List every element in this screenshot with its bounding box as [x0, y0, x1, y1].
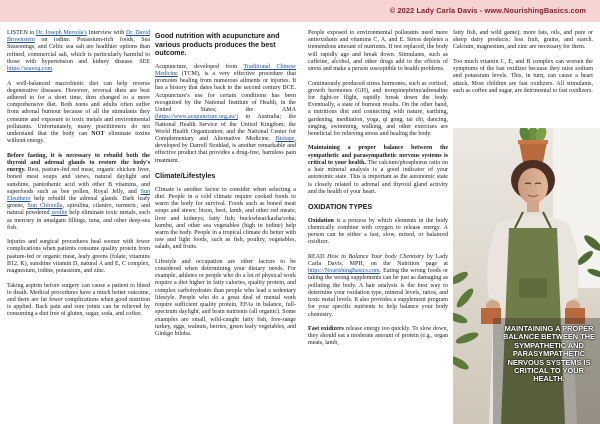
paragraph-acupuncture: Acupuncture, developed from Traditional Chinese Medicine (TCM), is a very effective procedure that promotes healing from numerous ailments or injuries. It has a history that dates back to the second century BCE. Acupuncture's use for certain conditions has been recognized by the National Institute of Health, in the United States; the AMA (https://www.acupuncture.org.au/) in Australia; the National Health Service of the United Kingdom; the World Health Organization; and the National Center for Complementary and Alternative Medicine. Biotape, developed by Darrell Stoddad, is another remarkable and effective product that provides a drug-free, harmless pain treatment. [155, 63, 296, 164]
column-2 [155, 30, 296, 345]
heading-acupuncture: Good nutrition with acupuncture and various products produces the best outcome. [155, 32, 280, 58]
link-sun-chlorella[interactable]: Sun Chlorella [27, 203, 63, 210]
paragraph-lifestyle: Lifestyle and occupation are other factors to be considered when determining your dietary needs. For example, athletes or people who do a lot of physical work require a diet higher in fatty calories, quality protein, and complex carbohydrates than people who lead a sedentary lifestyle. People who do a great deal of mental work require sufficient quality protein, EFAs in balance, full-spectrum daylight, and brain nutrients (all organic). Some examples are small, wild-caught fatty fish, free-range turkey, eggs, walnuts, berries, green leafy vegetables, and Ginkgo biloba. [155, 258, 296, 337]
link-biotape[interactable]: Biotape [275, 135, 295, 142]
paragraph-aspirin: Taking aspirin before surgery can cause a patient to bleed to death. Medical procedures have a much better outcome, and there are far fewer complications when good nutrition is applied. Back pain and sore joints can be relieved by consuming a diet free of gluten, sugar, soda, and coffee. [7, 282, 150, 318]
paragraph-vitamins-warning: Too much vitamin C, E, and B complex can worsen the symptoms of the fast oxidizer because they raise sodium and potassium levels. This, in turn, can cause a heart attack. Most children are fast oxidizers. All stimulants, such as coffee and sugar, are detrimental to fast oxidizers. [453, 58, 593, 94]
paragraph-pollutants: People exposed to environmental pollutants need more antioxidants and vitamins C, A, and E. Stress depletes a tremendous amount of nutrients. If not replaced, the body will rapidly age and break down. Stimulants, such as caffeine, alcohol, and other drugs add to the effects of stress and make a person susceptible to health problems. [308, 30, 448, 73]
paragraph-stress-hormones: Continuously produced stress hormones, such as cortisol, growth hormones (GH), and norepinephrine/adrenaline for fight-or flight, rapidly break down the body. Eventually, a state of burnout results. On the other hand, a nutritious diet and connecting with nature, earthing, gardening, meditation, yoga, qi gong, tai chi, dancing, singing, swimming, walking, and other exercises are beneficial for relieving stress and healing the body. [308, 80, 448, 138]
column-3 [308, 30, 448, 355]
callout-quote: MAINTAINING A PROPER BALANCE BETWEEN THE SYMPATHETIC AND PARASYMPATHETIC NERVOUS SYSTEMS IS CRITICAL TO YOUR HEALTH. [503, 324, 595, 384]
column-4 [453, 30, 593, 102]
paragraph-iodine: LISTEN to Dr. Joseph Mercola's Interview with Dr. David Brownstein on iodine. Potassium-rich foods, Sea Seasonings, and Celtic sea salt are healthier options than refined, commercial salt, which is particularly harmful to those with hypertension and kidney disease. SEE https://seaveg.com. [7, 30, 150, 73]
link-sun-eleuthero[interactable]: Sun Eleuthero [7, 188, 150, 202]
paragraph-nervous-system: Maintaining a proper balance between the sympathetic and parasympathetic nervous systems is critical to your health. The calcium/phosphorus ratio on a hair mineral analysis is a good indicator of your autonomic state. This is important as the autonomic state is closely related to adrenal and thyroid gland activity and the health of your heart. [308, 145, 448, 195]
paragraph-read-book: READ How to Balance Your body Chemistry by Lady Carla Davis, MPH, on the Nutrition page at https://NourishingBasics.com. Eating the wrong foods or taking the wrong supplements can be just as damaging as polluting the body. A hair analysis is the best way to determine your oxidation type, mineral levels, ratios, and toxic metal levels. It also provides a supplement program for your specific nutrients to help balance your body chemistry. [308, 253, 448, 318]
paragraph-fast-oxidizer-diet: fatty fish, and wild game); more fats, oils, and pure or sheep dairy products; less fruit, grains, and starch. Calcium, magnesium, and zinc are necessary for them. [453, 30, 593, 51]
column-1 [7, 30, 150, 326]
link-brownstein[interactable]: Dr. David Brownstein [7, 30, 150, 44]
header-banner [0, 0, 600, 22]
paragraph-climate: Climate is another factor to consider when selecting a diet. People in a cold climate require cooked foods to warm the body for survival. Foods such as boned meat soups and stews; bison, beef, lamb, and other red meats; liver and kidneys; fatty fish; buckwheat/kasha/soba; kombu, and other sea vegetables (high in iodine) help warm the body. People in a tropical climate do better with raw and light foods, such as fish, poultry, vegetables, salads, and fruits. [155, 186, 296, 251]
link-acupuncture-org[interactable]: (https://www.acupuncture.org.au/) [155, 114, 238, 121]
paragraph-oxidation: Oxidation is a process by which elements in the body chemically combine with oxygen to release energy. A person can be either a fast, slow, mixed, or balanced oxidizer. [308, 217, 448, 246]
copyright-text: © 2022 Lady Carla Davis - www.NourishingBasics.com [389, 6, 586, 15]
link-nourishing-basics[interactable]: https://NourishingBasics.com [308, 268, 380, 275]
heading-oxidation-types: OXIDATION TYPES [308, 203, 373, 212]
link-seaveg[interactable]: https://seaveg.com [7, 66, 53, 73]
paragraph-fasting: Before fasting, it is necessary to rebuild both the thyroid and adrenal glands to restore the body's energy. Rest, pasture-fed red meat, organic chicken liver, boned meat soups and stews, natural daylight and sunshine, pantothenic acid with other B vitamins, and superfoods such as bee pollen, Royal Jelly, and Sun Eleuthero help rebuild the adrenal glands. Dark leafy greens, Sun Chlorella, spirulina, cilantro, turmeric, and natural powdered zeolite help eliminate toxic metals, such as mercury in amalgam fillings, tuna, and other deep-sea fish. [7, 152, 150, 231]
link-zeolite[interactable]: zeolite [51, 210, 68, 217]
paragraph-injuries: Injuries and surgical procedures heal sooner with fewer complications when patients consume quality protein from pasture-fed or organic meat, leafy greens (folate, vitamins B12, K), sunshine vitamin D, natural A and E, C complex, magnesium, iodine, potassium, and zinc. [7, 239, 150, 275]
paragraph-macrobiotic: A well-balanced macrobiotic diet can help reverse degenerative diseases. However, reversal diets are best adhered to for a short time, then changed to a more comprehensive diet. Both teens and adults often suffer from adrenal burnout because of all the stimulants they consume and exposure to toxic metals and environmental pollutants. Unfortunately, many practitioners do not understand that the body can NOT eliminate toxins without energy. [7, 80, 150, 145]
link-tcm[interactable]: Traditional Chinese Medicine [155, 63, 296, 77]
link-mercola[interactable]: Dr. Joseph Mercola's [35, 30, 87, 36]
heading-climate: Climate/Lifestyles [155, 172, 216, 181]
paragraph-fast-oxidizers: Fast oxidizers release energy too quickly. To slow down, they should eat a moderate amount of protein (e.g., organ meats, lamb, [308, 325, 449, 347]
